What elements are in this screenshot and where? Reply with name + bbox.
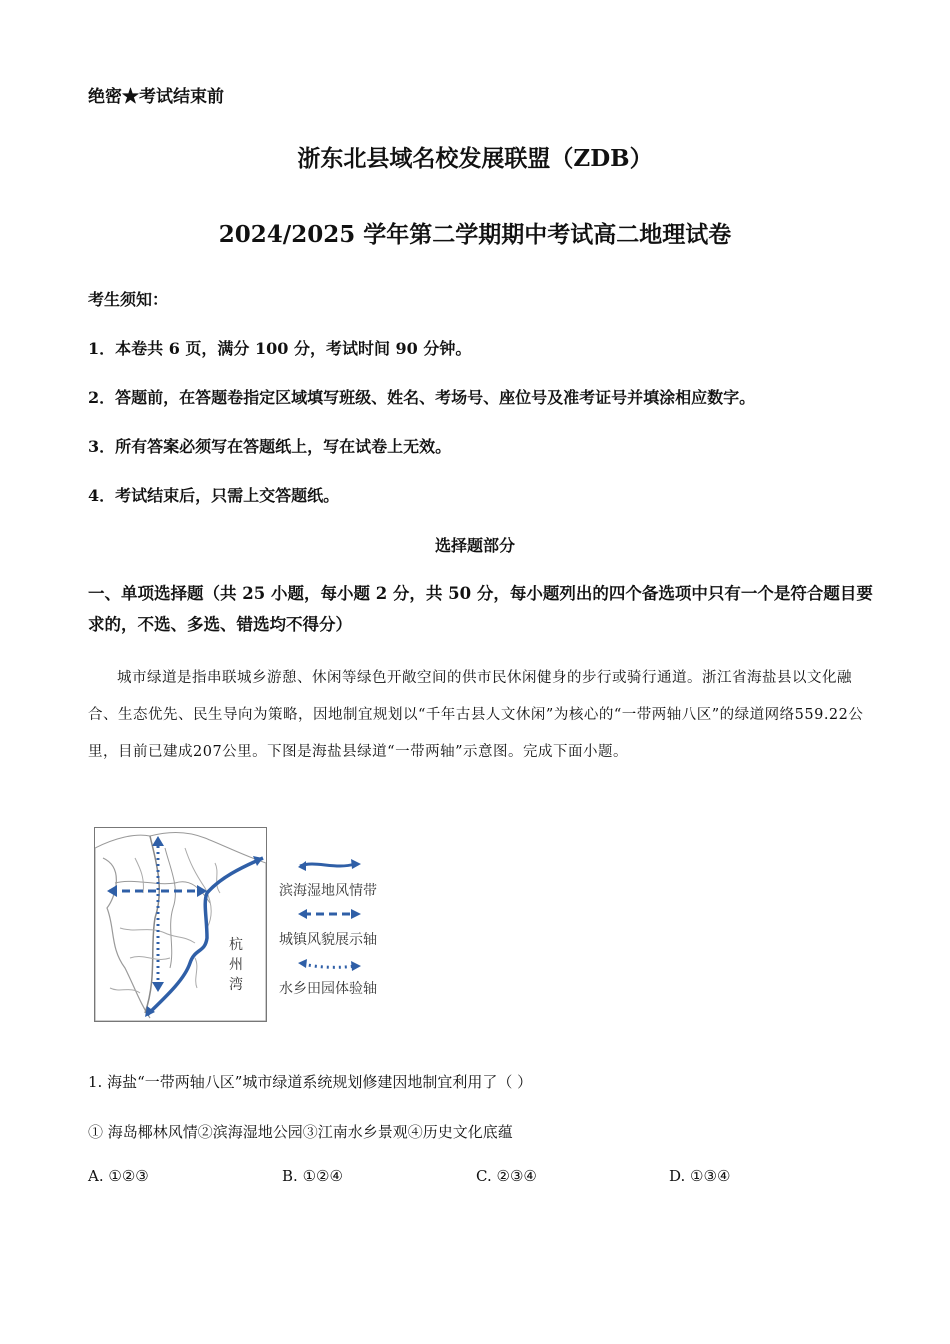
rural-axis-arrowhead-south (152, 982, 164, 992)
legend-solid-arrow-icon (351, 859, 361, 869)
notice-rule-4: 4．考试结束后，只需上交答题纸。 (88, 486, 340, 505)
choice-b-letter: B. (282, 1167, 298, 1185)
choice-b[interactable] (282, 1167, 343, 1185)
section-title: 选择题部分 (434, 536, 515, 555)
road-10 (195, 958, 197, 988)
confidential-label: 绝密★考试结束前 (88, 87, 224, 107)
choice-d[interactable] (669, 1167, 730, 1185)
reading-passage: 城市绿道是指串联城乡游憩、休闲等绿色开敞空间的供市民休闲健身的步行或骑行通道。浙江省海盐县以文化融合、生态优先、民生导向为策略，因地制宜规划以“千年古县人文休闲”为核心的“一带两轴八区”的绿道网络559.22公里，目前已建成207公里。下图是海盐县绿道“一带两轴”示意图。完成下面小题。 (88, 670, 864, 760)
road-7 (135, 858, 143, 893)
question-1-statements: ① 海岛椰林风情②滨海湿地公园③江南水乡景观④历史文化底蕴 (88, 1123, 513, 1141)
legend-label-town-axis: 城镇风貌展示轴 (279, 932, 377, 948)
exam-paper-title: 2024/2025 学年第二学期期中考试高二地理试卷 (218, 221, 732, 248)
choice-d-value: ①③④ (690, 1167, 731, 1185)
choice-a-letter: A. (88, 1167, 104, 1185)
notice-rule-3: 3．所有答案必须写在答题纸上，写在试卷上无效。 (88, 437, 452, 456)
rural-axis-arrowhead-north (152, 836, 164, 846)
legend-label-coastal-belt: 滨海湿地风情带 (279, 883, 377, 899)
coastal-belt-route (147, 858, 263, 1015)
legend-solid-line-icon (300, 864, 355, 866)
bay-label-1: 杭 (229, 937, 243, 953)
legend-dotted-arrow-icon (351, 961, 361, 971)
notice-rule-2: 2．答题前，在答题卷指定区域填写班级、姓名、考场号、座位号及准考证号并填涂相应数字。 (88, 388, 756, 407)
greenway-map (94, 827, 267, 1022)
notice-heading: 考生须知： (88, 290, 169, 309)
question-1-stem: 1. 海盐“一带两轴八区”城市绿道系统规划修建因地制宜利用了（ ） (88, 1073, 533, 1091)
choice-c[interactable] (476, 1167, 537, 1185)
legend-dotted-tail-icon (298, 959, 307, 968)
bay-label-2: 州 (229, 957, 243, 973)
choice-a-value: ①②③ (108, 1167, 149, 1185)
bay-label-3: 湾 (229, 977, 243, 993)
legend-label-rural-axis: 水乡田园体验轴 (279, 981, 377, 997)
choice-d-letter: D. (669, 1167, 686, 1185)
legend-dotted-line-icon (303, 964, 355, 967)
notice-rule-1: 1．本卷共 6 页，满分 100 分，考试时间 90 分钟。 (88, 339, 472, 358)
choice-a[interactable] (88, 1167, 149, 1185)
road-9 (215, 863, 220, 893)
road-3 (165, 848, 175, 968)
road-5 (130, 957, 170, 960)
choice-c-letter: C. (476, 1167, 492, 1185)
town-axis-arrowhead-west (107, 885, 117, 897)
exam-alliance-title: 浙东北县域名校发展联盟（ZDB） (297, 145, 653, 172)
choice-b-value: ①②④ (302, 1167, 343, 1185)
legend-solid-tail-icon (298, 861, 306, 871)
map-legend-symbols (295, 852, 375, 982)
choice-c-value: ②③④ (496, 1167, 537, 1185)
question-type-heading: 一、单项选择题（共 25 小题，每小题 2 分，共 50 分，每小题列出的四个备选项中只有一个是符合题目要求的，不选、多选、错选均不得分） (88, 584, 873, 634)
road-8 (110, 988, 140, 993)
legend-dashed-arrow-icon (351, 909, 361, 919)
legend-dashed-tail-icon (298, 909, 307, 919)
